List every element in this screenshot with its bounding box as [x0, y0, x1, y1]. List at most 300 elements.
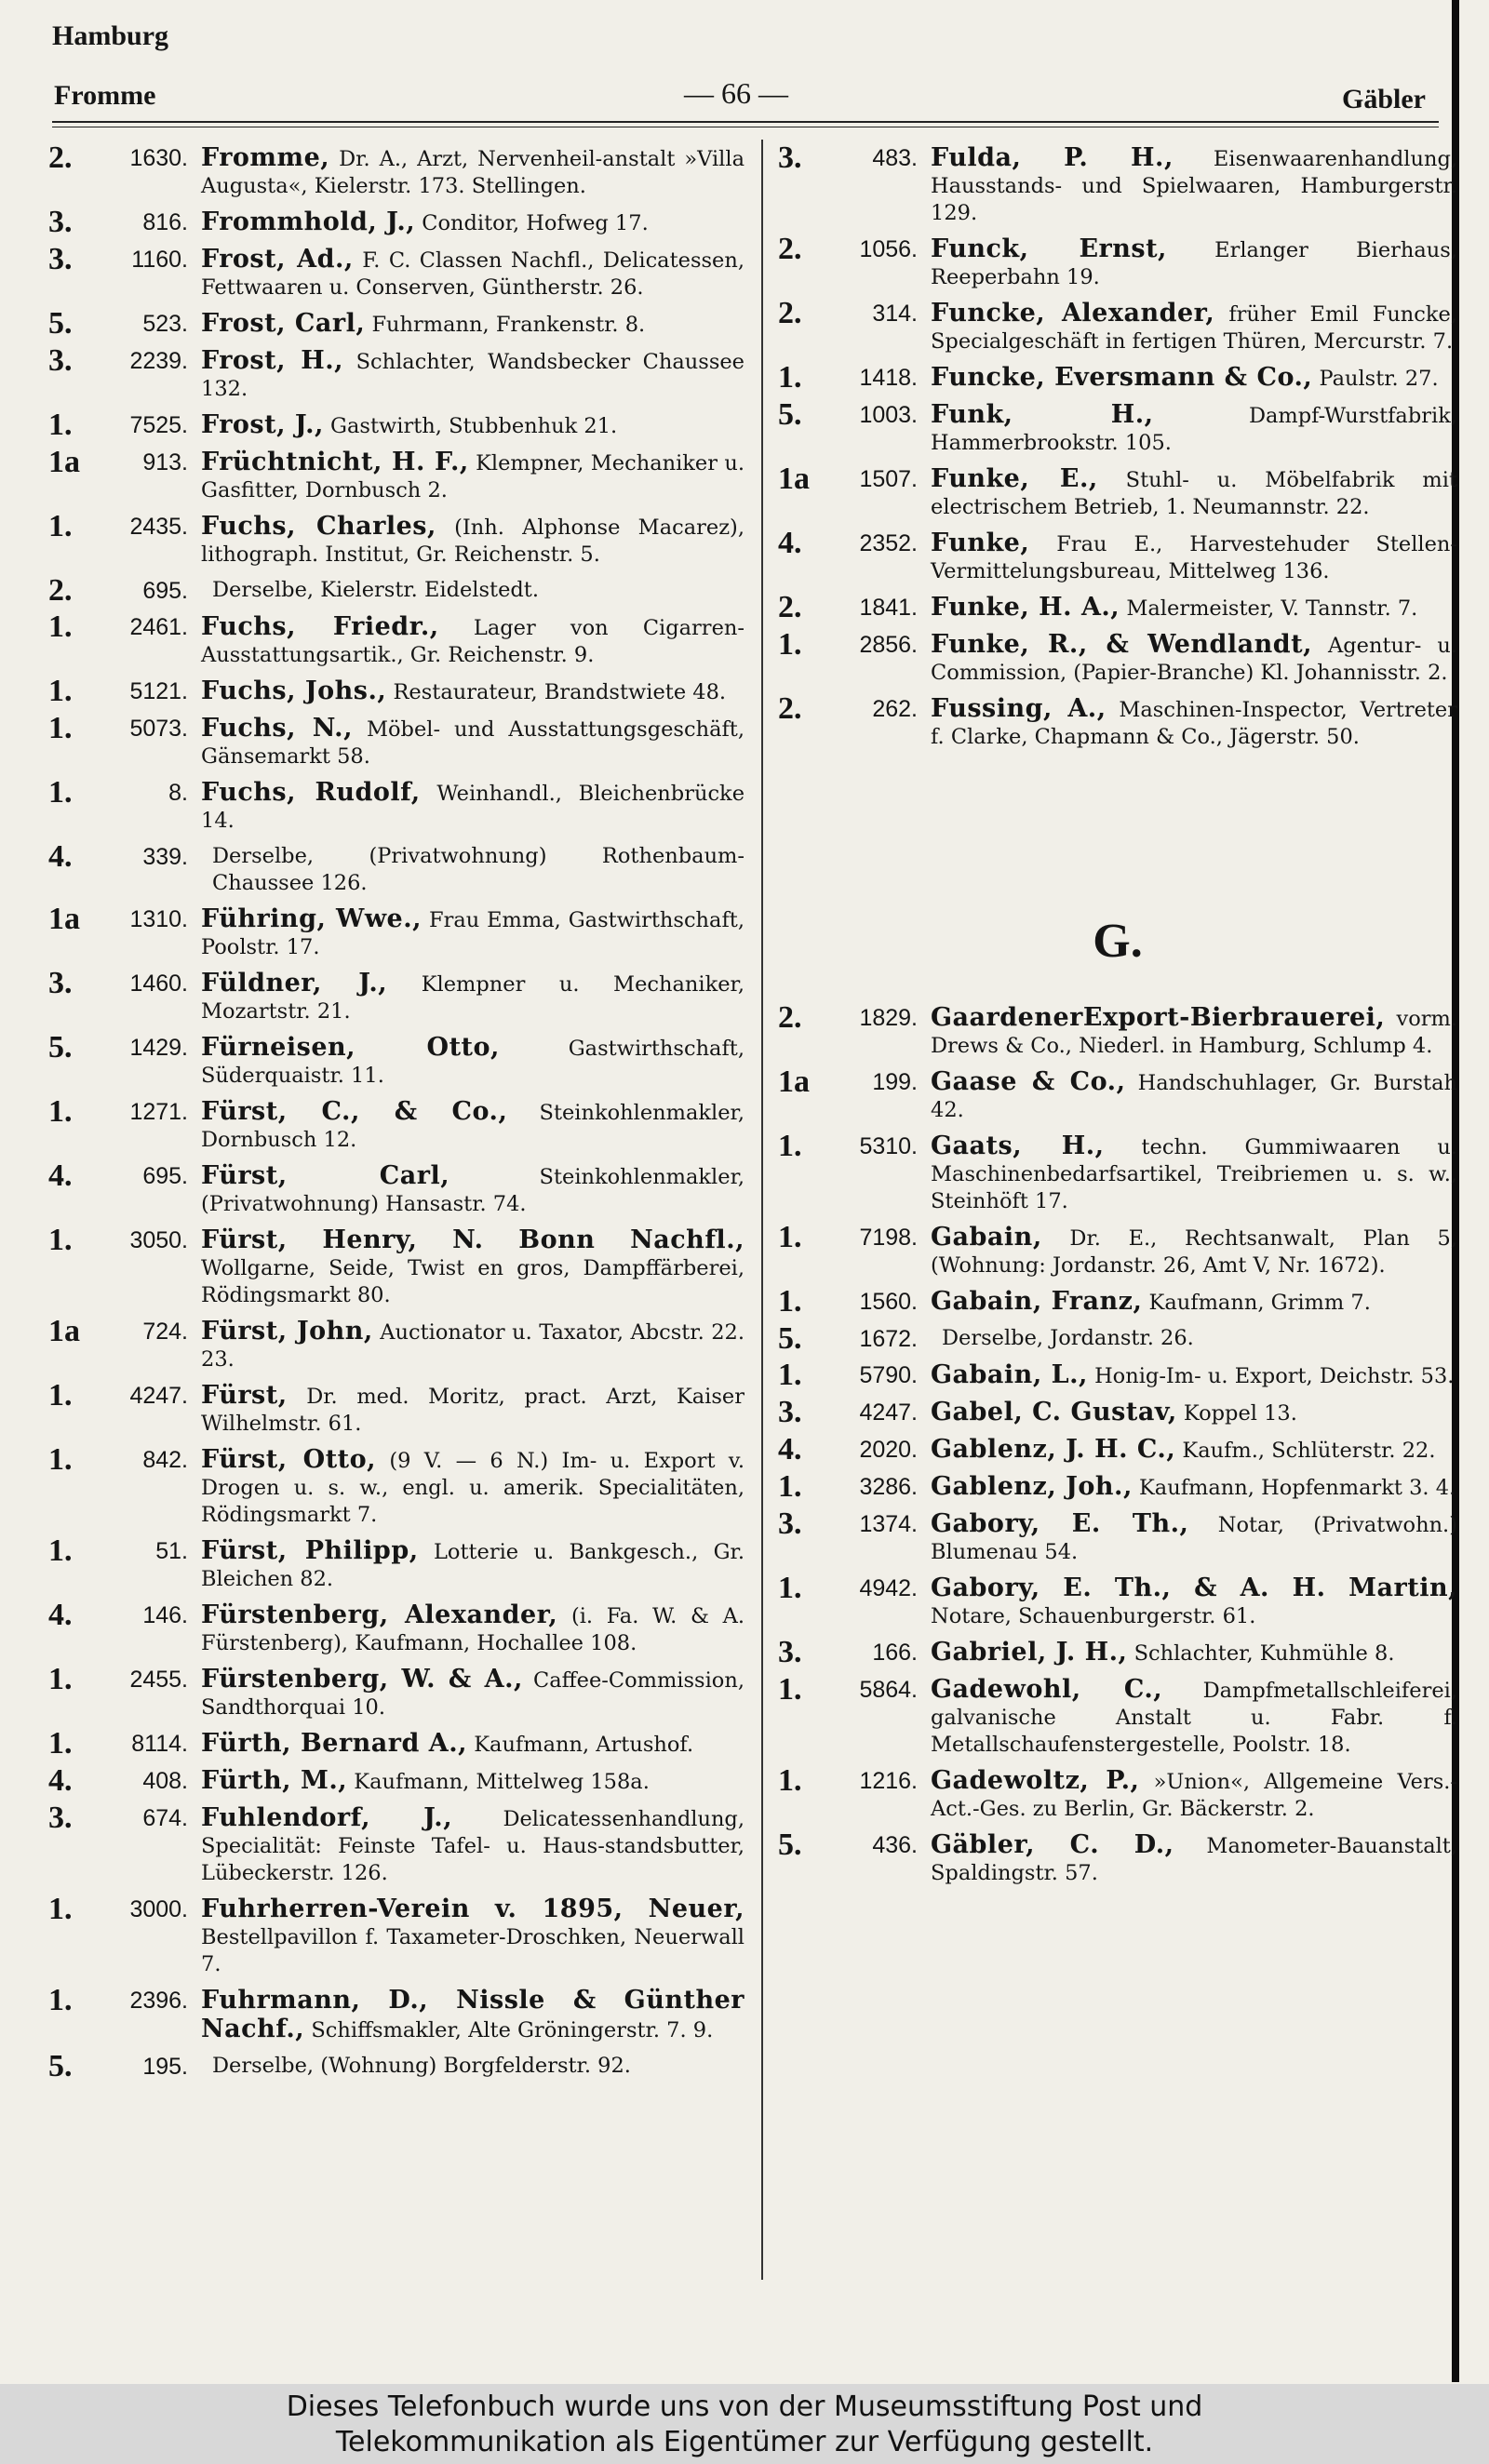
entry-details: Dr. med. Moritz, pract. Arzt, Kaiser Wilhelmstr. 61. — [201, 1385, 744, 1436]
directory-entry — [48, 1158, 745, 1218]
entry-phone-number: 1841. — [859, 595, 918, 621]
entry-details: Frau E., Harvestehuder Stellen-Vermittelungsbureau, Mittelweg 136. — [931, 532, 1457, 583]
entry-body — [201, 1666, 744, 1721]
entry-phone-number: 199. — [872, 1069, 918, 1095]
entry-phone-number: 1829. — [859, 1005, 918, 1031]
entry-name: Gaats, H., — [931, 1132, 1105, 1160]
directory-entry — [778, 1321, 1457, 1356]
entry-phone-number: 695. — [142, 578, 188, 604]
directory-entry — [778, 1635, 1457, 1669]
entry-class: 1. — [778, 627, 802, 662]
directory-entry — [48, 1533, 744, 1593]
directory-entry — [48, 1030, 744, 1090]
entry-details: Notare, Schauenburgerstr. 61. — [931, 1604, 1256, 1628]
entry-details: Stuhl- u. Möbelfabrik mit electrischem Betrieb, 1. Neumannstr. 22. — [931, 468, 1457, 519]
entry-name: Gadewoltz, P., — [931, 1766, 1140, 1795]
entry-body — [201, 1767, 744, 1796]
entry-body — [931, 1224, 1457, 1279]
entry-name: Füldner, J., — [201, 969, 388, 998]
entry-details: Malermeister, V. Tannstr. 7. — [1126, 596, 1418, 621]
entry-name: Fulda, P. H., — [931, 143, 1174, 172]
entry-details: Manometer-Bauanstalt, Spaldingstr. 57. — [931, 1834, 1457, 1885]
entry-name: Funck, Ernst, — [931, 234, 1167, 263]
entry-phone-number: 262. — [872, 696, 918, 722]
entry-phone-number: 2352. — [859, 530, 918, 556]
entry-details: Gastwirth, Stubbenhuk 21. — [330, 414, 618, 438]
entry-body — [931, 300, 1457, 355]
entry-name: Funke, R., & Wendlandt, — [931, 630, 1313, 659]
directory-entry — [48, 343, 744, 403]
entry-phone-number: 1460. — [129, 971, 188, 997]
directory-entry — [778, 526, 1457, 585]
entry-class: 1. — [48, 1892, 73, 1926]
entry-phone-number: 1418. — [859, 365, 918, 391]
directory-entry — [778, 1065, 1457, 1124]
entry-phone-number: 7525. — [129, 412, 188, 438]
entry-phone-number: 3000. — [129, 1896, 188, 1922]
entry-phone-number: 339. — [142, 844, 188, 870]
entry-name: Fuchs, Rudolf, — [201, 778, 421, 807]
entry-body — [201, 1034, 744, 1090]
directory-entry — [48, 1598, 744, 1657]
entry-name: Frost, Ad., — [201, 245, 354, 274]
entry-class: 1. — [48, 1223, 73, 1257]
entry-class: 1. — [778, 1129, 802, 1163]
entry-class: 4. — [48, 839, 73, 874]
entry-phone-number: 5790. — [859, 1362, 918, 1388]
entry-body — [201, 1226, 744, 1309]
entry-phone-number: 724. — [142, 1319, 188, 1345]
entry-body — [931, 1361, 1457, 1390]
entry-details: Steinkohlenmakler, (Privatwohnung) Hansastr. 74. — [201, 1165, 745, 1216]
entry-details: Caffee-Commission, Sandthorquai 10. — [201, 1668, 744, 1720]
entry-class: 1. — [48, 1726, 73, 1761]
entry-body — [931, 1132, 1457, 1215]
entry-phone-number: 2461. — [129, 614, 188, 640]
entry-body — [931, 1639, 1457, 1667]
entry-phone-number: 523. — [142, 311, 188, 337]
entry-phone-number: 2239. — [129, 348, 188, 374]
entry-name: Führing, Wwe., — [201, 904, 423, 933]
entry-details: Schlachter, Wandsbecker Chaussee 132. — [201, 350, 744, 401]
entry-body — [201, 779, 744, 835]
entry-phone-number: 1056. — [859, 236, 918, 262]
entry-details: Auctionator u. Taxator, Abcstr. 22. 23. — [201, 1320, 744, 1372]
directory-entry — [778, 1469, 1457, 1504]
entry-name: Fuhrherren-Verein v. 1895, Neuer, — [201, 1895, 744, 1923]
header-city: Hamburg — [52, 20, 169, 51]
directory-entry — [48, 205, 744, 239]
entry-body — [201, 310, 744, 339]
entry-class: 1. — [48, 1662, 73, 1696]
entry-phone-number: 842. — [142, 1447, 188, 1473]
entry-details: Lager von Cigarren-Ausstattungsartik., Gr. Reichenstr. 9. — [201, 616, 744, 667]
entry-phone-number: 2396. — [129, 1988, 188, 2014]
entry-class: 1. — [48, 408, 73, 442]
directory-entry — [48, 1763, 744, 1798]
entry-details: Dr. E., Rechtsanwalt, Plan 5, (Wohnung: Jordanstr. 26, Amt V, Nr. 1672). — [931, 1226, 1457, 1278]
entry-name: Frommhold, J., — [201, 208, 416, 236]
entry-phone-number: 1216. — [859, 1768, 918, 1794]
entry-class: 5. — [48, 1030, 73, 1065]
entry-phone-number: 2856. — [859, 632, 918, 658]
entry-details: Weinhandl., Bleichenbrücke 14. — [201, 782, 745, 833]
directory-entry — [778, 691, 1458, 751]
entry-body — [931, 1831, 1457, 1887]
directory-entry — [778, 1129, 1457, 1215]
entry-body — [931, 1325, 1457, 1352]
entry-phone-number: 1507. — [859, 466, 918, 492]
entry-name: Fuhlendorf, J., — [201, 1803, 453, 1832]
entry-details: vorm. Drews & Co., Niederl. in Hamburg, Schlump 4. — [931, 1007, 1457, 1058]
entry-body — [201, 2053, 744, 2080]
entry-class: 1. — [48, 1378, 73, 1413]
entry-body — [931, 1004, 1457, 1060]
entry-class: 3. — [48, 343, 73, 378]
entry-name: Fürst, Philipp, — [201, 1536, 419, 1565]
entry-details: früher Emil Funcke, Specialgeschäft in fertigen Thüren, Mercurstr. 7. — [931, 302, 1458, 354]
entry-details: Frau Emma, Gastwirthschaft, Poolstr. 17. — [201, 908, 744, 959]
entry-name: Fuchs, Charles, — [201, 512, 436, 541]
entry-name: Fürst, Henry, N. Bonn Nachfl., — [201, 1225, 744, 1254]
directory-entry — [48, 1378, 744, 1438]
entry-details: Paulstr. 27. — [1319, 367, 1439, 391]
entry-name: Funke, E., — [931, 464, 1098, 493]
entry-details: »Union«, Allgemeine Vers.-Act.-Ges. zu Berlin, Gr. Bäckerstr. 2. — [931, 1770, 1458, 1821]
entry-name: GaardenerExport-Bierbrauerei, — [931, 1003, 1386, 1032]
entry-class: 2. — [778, 1000, 802, 1035]
entry-body — [201, 144, 744, 200]
directory-entry — [48, 1983, 744, 2044]
directory-entry — [48, 242, 745, 301]
entry-name: Gadewohl, C., — [931, 1675, 1163, 1704]
entry-details: Delicatessenhandlung, Specialität: Feinste Tafel- u. Haus-standsbutter, Lübeckerstr. 126. — [201, 1807, 744, 1885]
entry-phone-number: 1630. — [129, 145, 188, 171]
entry-class: 1. — [48, 1442, 73, 1477]
entry-phone-number: 7198. — [859, 1225, 918, 1251]
entry-class: 1. — [778, 1571, 802, 1605]
entry-details: Kaufmann, Mittelweg 158a. — [354, 1770, 650, 1794]
entry-body — [931, 1436, 1457, 1465]
entry-details: techn. Gummiwaaren u. Maschinenbedarfsartikel, Treibriemen u. s. w., Steinhöft 17. — [931, 1135, 1457, 1213]
entry-body — [201, 970, 744, 1025]
entry-body — [931, 1068, 1457, 1124]
entry-body — [931, 1574, 1457, 1630]
entry-phone-number: 2435. — [129, 514, 188, 540]
directory-entry — [778, 1284, 1457, 1319]
entry-details: (i. Fa. W. & A. Fürstenberg), Kaufmann, Hochallee 108. — [201, 1604, 744, 1655]
entry-class: 3. — [48, 1801, 73, 1835]
entry-body — [201, 1098, 744, 1154]
entry-class: 5. — [48, 306, 73, 341]
entry-details: Möbel- und Ausstattungsgeschäft, Gänsemarkt 58. — [201, 717, 745, 769]
directory-entry — [48, 408, 744, 442]
entry-phone-number: 166. — [872, 1640, 918, 1666]
entry-phone-number: 3050. — [129, 1227, 188, 1253]
entry-details: Kaufmann, Hopfenmarkt 3. 4. — [1139, 1476, 1456, 1500]
directory-entry — [48, 141, 744, 200]
entry-class: 3. — [48, 205, 73, 239]
entry-phone-number: 195. — [142, 2054, 188, 2080]
entry-name: Fürst, Carl, — [201, 1161, 450, 1190]
entry-name: Gabain, — [931, 1223, 1042, 1252]
entry-body — [201, 905, 744, 961]
directory-entry — [778, 1672, 1457, 1759]
entry-phone-number: 5310. — [859, 1133, 918, 1159]
entry-details: Derselbe, (Privatwohnung) Rothenbaum-Chaussee 126. — [212, 844, 744, 895]
entry-body — [201, 1987, 744, 2044]
directory-entry — [778, 232, 1457, 291]
directory-entry — [48, 2049, 744, 2083]
footer-notice — [0, 2384, 1489, 2464]
entry-name: Fürst, John, — [201, 1317, 373, 1346]
entry-body — [201, 1162, 744, 1218]
entry-class: 1. — [48, 1983, 73, 2017]
directory-entry — [48, 306, 744, 341]
entry-name: Früchtnicht, H. F., — [201, 448, 469, 476]
entry-details: Dampfmetallschleiferei, galvanische Anstalt u. Fabr. f. Metallschaufenstergestelle, Poolstr. 18. — [931, 1679, 1457, 1757]
footer-line-2: Telekommunikation als Eigentümer zur Verfügung gestellt. — [335, 2426, 1154, 2458]
footer-line-1: Dieses Telefonbuch wurde uns von der Museumsstiftung Post und — [286, 2390, 1203, 2423]
entry-details: Derselbe, Kielerstr. Eidelstedt. — [212, 578, 539, 602]
directory-entry — [48, 1223, 744, 1309]
directory-entry — [778, 141, 1457, 227]
entry-name: Frost, Carl, — [201, 309, 366, 338]
header-last-name: Gäbler — [1342, 84, 1426, 114]
entry-body — [201, 677, 744, 706]
entry-details: Bestellpavillon f. Taxameter-Droschken, Neuerwall 7. — [201, 1925, 744, 1976]
entry-details: Agentur- u. Commission, (Papier-Branche) Kl. Johannisstr. 2. — [931, 634, 1457, 685]
entry-body — [931, 235, 1457, 291]
entry-body — [931, 1767, 1457, 1823]
entry-details: Dampf-Wurstfabrik, Hammerbrookstr. 105. — [931, 404, 1457, 455]
entry-body — [931, 1510, 1457, 1566]
entry-body — [931, 1473, 1457, 1502]
entry-phone-number: 2455. — [129, 1667, 188, 1693]
directory-entry — [48, 902, 744, 961]
page-number: — 66 — — [684, 76, 788, 110]
directory-entry — [48, 573, 744, 608]
entry-phone-number: 1374. — [859, 1511, 918, 1537]
entry-body — [931, 401, 1457, 457]
entry-class: 1a — [778, 462, 810, 496]
directory-entry — [778, 1432, 1457, 1466]
entry-name: Gabel, C. Gustav, — [931, 1398, 1177, 1426]
entry-body — [201, 1446, 744, 1529]
entry-phone-number: 5073. — [129, 716, 188, 742]
entry-phone-number: 436. — [872, 1832, 918, 1858]
entry-phone-number: 2020. — [859, 1437, 918, 1463]
entry-phone-number: 816. — [142, 209, 188, 235]
entry-class: 1. — [48, 609, 73, 644]
entry-name: Fürst, Otto, — [201, 1445, 377, 1474]
entry-class: 1. — [48, 509, 73, 543]
entry-body — [201, 1318, 744, 1373]
entry-phone-number: 51. — [155, 1538, 188, 1564]
entry-details: Schiffsmakler, Alte Gröningerstr. 7. 9. — [311, 2018, 714, 2042]
entry-body — [931, 1676, 1457, 1759]
entry-body — [931, 631, 1457, 687]
entry-class: 1. — [48, 1533, 73, 1568]
entry-name: Gabain, L., — [931, 1360, 1088, 1389]
entry-details: Lotterie u. Bankgesch., Gr. Bleichen 82. — [201, 1540, 744, 1591]
entry-details: Eisenwaarenhandlung, Hausstands- und Spielwaaren, Hamburgerstr. 129. — [931, 147, 1457, 225]
entry-name: Gaase & Co., — [931, 1067, 1126, 1096]
entry-phone-number: 5121. — [129, 678, 188, 704]
entry-name: Fürst, C., & Co., — [201, 1097, 508, 1126]
entry-details: Gastwirthschaft, Süderquaistr. 11. — [201, 1037, 744, 1088]
entry-class: 4. — [48, 1598, 73, 1632]
entry-body — [201, 1895, 744, 1978]
entry-details: Kaufm., Schlüterstr. 22. — [1182, 1439, 1436, 1463]
entry-details: Notar, (Privatwohn.) Blumenau 54. — [931, 1513, 1457, 1564]
entry-body — [931, 364, 1457, 393]
entry-phone-number: 146. — [142, 1602, 188, 1628]
entry-phone-number: 4942. — [859, 1575, 918, 1601]
directory-entry — [48, 509, 744, 569]
entry-phone-number: 1672. — [859, 1326, 918, 1352]
entry-class: 1. — [778, 1672, 802, 1707]
entry-class: 5. — [778, 397, 802, 432]
entry-details: Wollgarne, Seide, Twist en gros, Dampffärberei, Rödingsmarkt 80. — [201, 1256, 744, 1307]
directory-entry — [48, 711, 745, 770]
directory-entry — [48, 674, 744, 708]
entry-body — [201, 577, 744, 604]
directory-entry — [778, 462, 1457, 521]
directory-entry — [778, 590, 1457, 624]
entry-phone-number: 695. — [142, 1163, 188, 1189]
directory-entry — [778, 1358, 1457, 1392]
directory-entry — [48, 1726, 744, 1761]
entry-name: Fürneisen, Otto, — [201, 1033, 500, 1062]
directory-entry — [48, 1442, 744, 1529]
entry-class: 2. — [48, 573, 73, 608]
entry-phone-number: 1429. — [129, 1035, 188, 1061]
entry-body — [201, 347, 744, 403]
entry-details: F. C. Classen Nachfl., Delicatessen, Fettwaaren u. Conserven, Güntherstr. 26. — [201, 248, 745, 300]
header-first-name: Fromme — [54, 80, 156, 111]
entry-class: 1a — [48, 902, 80, 936]
entry-class: 1a — [778, 1065, 810, 1099]
entry-body — [201, 1804, 744, 1887]
directory-entry — [778, 1395, 1457, 1429]
entry-body — [201, 411, 744, 440]
entry-phone-number: 1160. — [131, 247, 188, 273]
directory-entry — [778, 1828, 1457, 1887]
entry-body — [201, 246, 744, 301]
entry-phone-number: 1310. — [129, 906, 188, 932]
directory-entry — [48, 1314, 744, 1373]
directory-entry — [778, 1000, 1457, 1060]
entry-name: Fromme, — [201, 143, 330, 172]
entry-name: Gabory, E. Th., & A. H. Martin, — [931, 1573, 1457, 1602]
entry-details: Klempner u. Mechaniker, Mozartstr. 21. — [201, 972, 744, 1024]
entry-name: Fussing, A., — [931, 694, 1107, 723]
entry-class: 2. — [778, 296, 802, 330]
entry-class: 1. — [48, 711, 73, 745]
entry-class: 4. — [778, 526, 802, 560]
entry-class: 1. — [48, 674, 73, 708]
directory-entry — [778, 397, 1457, 457]
entry-class: 3. — [778, 1635, 802, 1669]
entry-body — [201, 1730, 744, 1759]
entry-details: Schlachter, Kuhmühle 8. — [1134, 1641, 1395, 1666]
entry-name: Gablenz, J. H. C., — [931, 1435, 1176, 1464]
entry-name: Gäbler, C. D., — [931, 1830, 1174, 1859]
entry-body — [931, 594, 1457, 623]
entry-class: 4. — [48, 1763, 73, 1798]
entry-body — [201, 613, 744, 669]
entry-class: 1. — [778, 1220, 802, 1254]
directory-entry — [778, 1507, 1457, 1566]
entry-phone-number: 8. — [168, 780, 188, 806]
left-column — [48, 141, 745, 2089]
directory-entry — [778, 296, 1458, 355]
entry-phone-number: 1560. — [859, 1289, 918, 1315]
entry-name: Funke, — [931, 529, 1030, 557]
entry-class: 3. — [48, 966, 73, 1000]
entry-name: Fürst, — [201, 1381, 288, 1410]
entry-name: Fuchs, Johs., — [201, 676, 387, 705]
entry-phone-number: 913. — [142, 449, 188, 475]
entry-class: 1. — [778, 1469, 802, 1504]
directory-entry — [48, 839, 744, 897]
entry-details: Maschinen-Inspector, Vertreter f. Clarke, Chapmann & Co., Jägerstr. 50. — [931, 698, 1458, 749]
entry-name: Fuhrmann, D., Nissle & Günther Nachf., — [201, 1986, 744, 2043]
entry-phone-number: 4247. — [859, 1399, 918, 1426]
entry-phone-number: 674. — [142, 1805, 188, 1831]
entry-name: Funcke, Eversmann & Co., — [931, 363, 1313, 392]
entry-class: 1. — [778, 1763, 802, 1798]
entry-class: 4. — [48, 1158, 73, 1193]
entry-class: 2. — [778, 590, 802, 624]
g-entries — [778, 1000, 1458, 1887]
entry-body — [931, 144, 1457, 227]
entry-class: 2. — [778, 691, 802, 726]
directory-entry — [48, 1892, 744, 1978]
directory-entry — [778, 1763, 1458, 1823]
entry-body — [931, 695, 1457, 751]
entry-name: Gabory, E. Th., — [931, 1509, 1189, 1538]
entry-name: Frost, H., — [201, 346, 344, 375]
entry-details: Fuhrmann, Frankenstr. 8. — [371, 313, 646, 337]
entry-phone-number: 1003. — [859, 402, 918, 428]
entry-class: 2. — [48, 141, 73, 175]
entry-name: Gabain, Franz, — [931, 1287, 1143, 1316]
entry-class: 1. — [778, 360, 802, 395]
entry-details: Derselbe, (Wohnung) Borgfelderstr. 92. — [212, 2054, 631, 2078]
column-divider — [761, 140, 763, 2280]
entry-phone-number: 5864. — [859, 1677, 918, 1703]
header-rule — [52, 121, 1439, 123]
entry-body — [201, 843, 744, 897]
entry-name: Fürth, Bernard A., — [201, 1729, 468, 1758]
entry-name: Fuchs, Friedr., — [201, 612, 439, 641]
entry-details: Erlanger Bierhaus, Reeperbahn 19. — [931, 238, 1457, 289]
entry-class: 5. — [778, 1828, 802, 1862]
entry-name: Gablenz, Joh., — [931, 1472, 1133, 1501]
directory-entry — [778, 360, 1457, 395]
entry-details: Klempner, Mechaniker u. Gasfitter, Dornbusch 2. — [201, 451, 744, 502]
entry-body — [201, 513, 744, 569]
entry-body — [931, 465, 1457, 521]
entry-details: Kaufmann, Artushof. — [474, 1733, 694, 1757]
entry-body — [931, 1288, 1457, 1317]
entry-details: Handschuhlager, Gr. Burstah 42. — [931, 1071, 1457, 1122]
directory-entry — [778, 627, 1457, 687]
entry-details: Steinkohlenmakler, Dornbusch 12. — [201, 1101, 744, 1152]
entry-class: 1a — [48, 1314, 80, 1348]
